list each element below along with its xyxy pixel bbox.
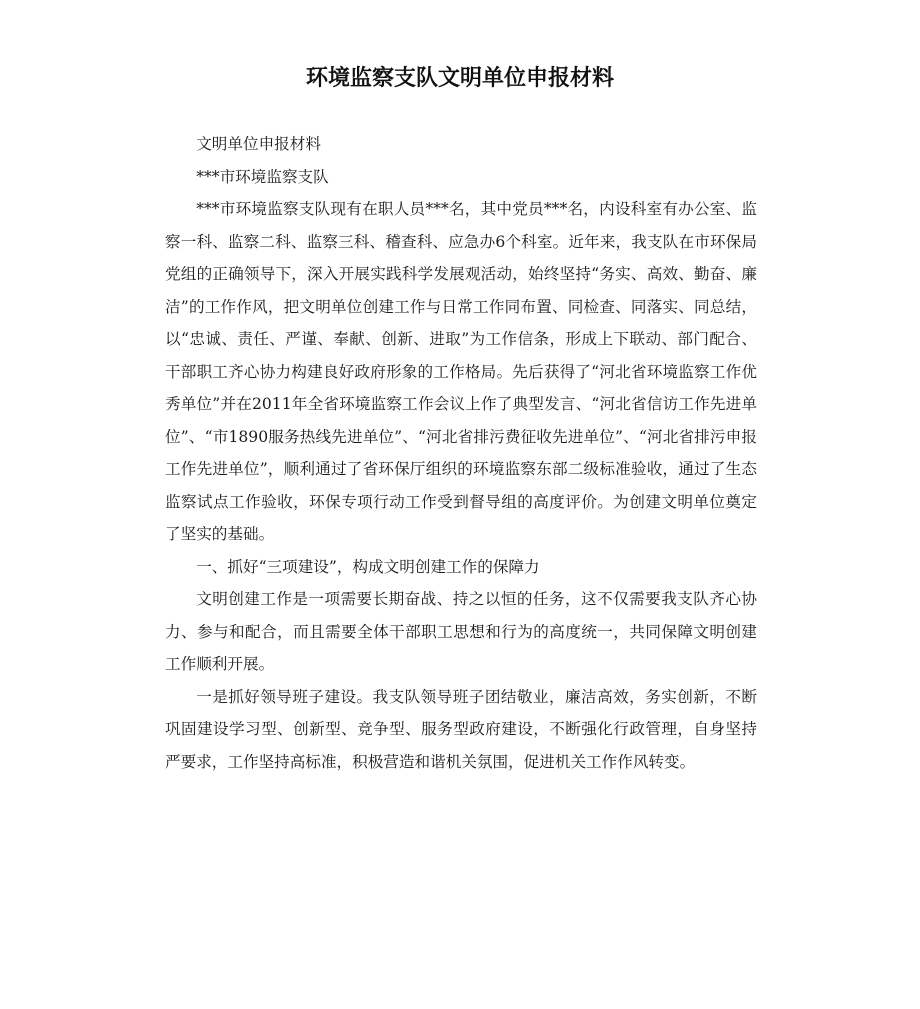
paragraph-section-intro: 文明创建工作是一项需要长期奋战、持之以恒的任务，这不仅需要我支队齐心协力、参与和配合，而且需要全体干部职工思想和行为的高度统一，共同保障文明创建工作顺利开展。 bbox=[165, 590, 757, 673]
paragraph-introduction: ***市环境监察支队现有在职人员***名，其中党员***名，内设科室有办公室、监察一科、监察二科、监察三科、稽查科、应急办6个科室。近年来，我支队在市环保局党组的正确领导下，深入开展实践科学发展观活动，始终坚持“务实、高效、勤奋、廉洁”的工作作风，把文明单位创建工作与日常工作同布置、同检查、同落实、同总结，以“忠诚、责任、严谨、奉献、创新、进取”为工作信条，形成上下联动、部门配合、干部职工齐心协力构建良好政府形象的工作格局。先后获得了“河北省环境监察工作优秀单位”并在2011年全省环境监察工作会议上作了典型发言、“河北省信访工作先进单位”、“市1890服务热线先进单位”、“河北省排污费征收先进单位”、“河北省排污申报工作先进单位”，顺利通过了省环保厅组织的环境监察东部二级标准验收，通过了生态监察试点工作验收，环保专项行动工作受到督导组的高度评价。为创建文明单位奠定了坚实的基础。 bbox=[165, 200, 757, 543]
section-heading: 一、抓好“三项建设”，构成文明创建工作的保障力 bbox=[196, 557, 540, 576]
document-body bbox=[165, 128, 757, 778]
paragraph-leadership: 一是抓好领导班子建设。我支队领导班子团结敬业，廉洁高效，务实创新，不断巩固建设学习型、创新型、竞争型、服务型政府建设，不断强化行政管理，自身坚持严要求，工作坚持高标准，积极营造和谐机关氛围，促进机关工作作风转变。 bbox=[165, 687, 757, 771]
paragraph-organization: ***市环境监察支队 bbox=[196, 167, 329, 186]
paragraph-subtitle: 文明单位申报材料 bbox=[196, 135, 321, 153]
document-title: 环境监察支队文明单位申报材料 bbox=[305, 66, 614, 91]
